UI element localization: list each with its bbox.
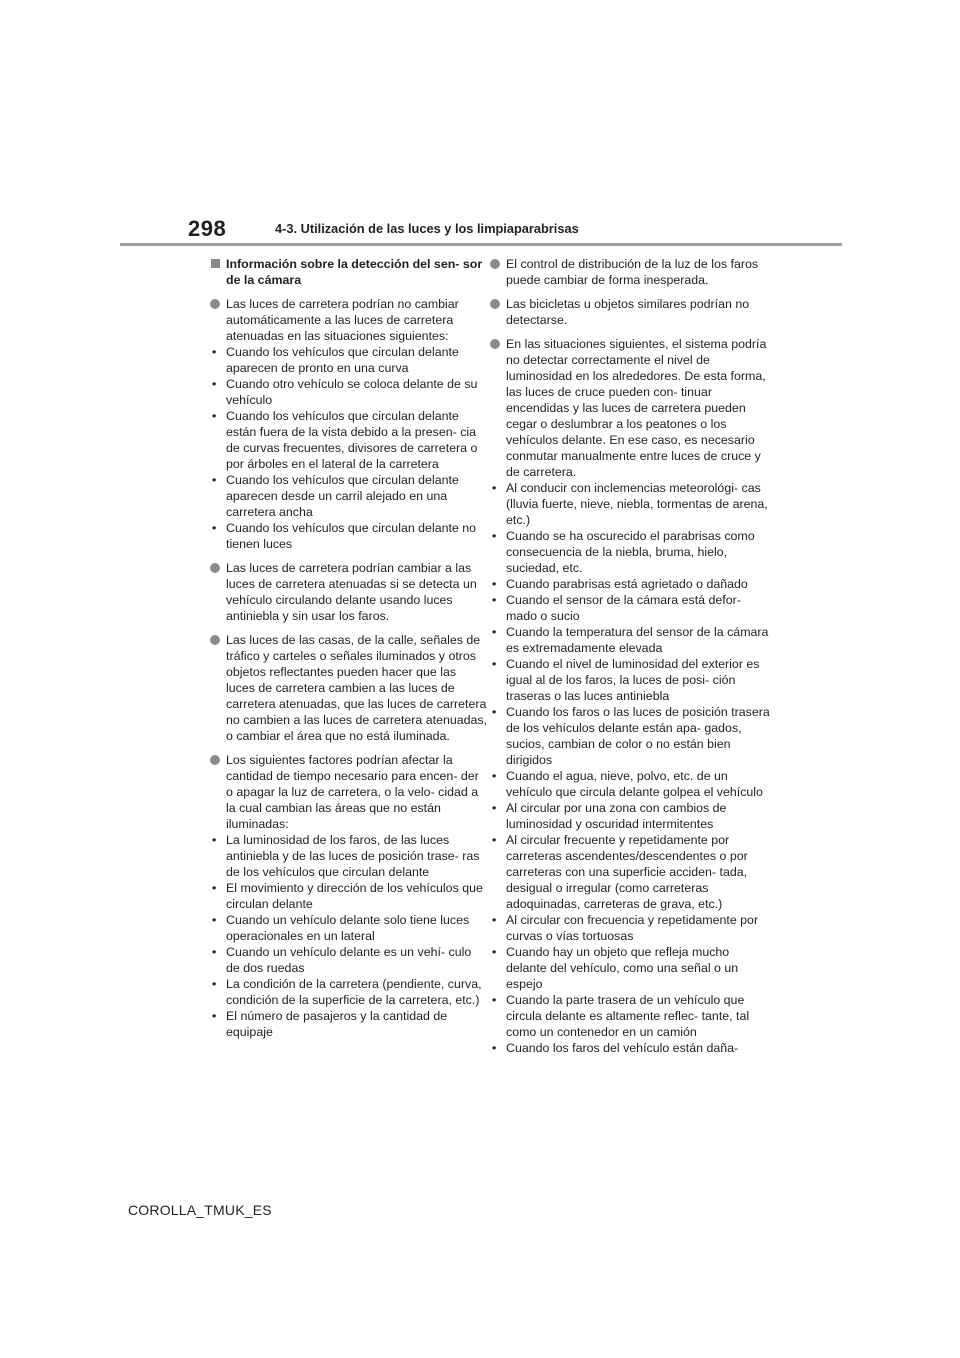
circle-bullet-icon bbox=[490, 299, 500, 309]
list-item bbox=[210, 944, 488, 976]
bullet-dot-icon: • bbox=[212, 977, 217, 991]
bullet-dot-icon: • bbox=[212, 913, 217, 927]
paragraph-block bbox=[490, 336, 770, 1056]
list-item-text: El número de pasajeros y la cantidad de equipaje bbox=[226, 1009, 448, 1039]
paragraph-block bbox=[490, 296, 770, 328]
bullet-dot-icon: • bbox=[212, 1009, 217, 1023]
footer-model-code: COROLLA_TMUK_ES bbox=[128, 1202, 272, 1218]
list-item bbox=[490, 800, 770, 832]
list-item-text: Cuando un vehículo delante es un vehí- culo de dos ruedas bbox=[226, 945, 472, 975]
list-item-text: Cuando un vehículo delante solo tiene luces operacionales en un lateral bbox=[226, 913, 470, 943]
left-column bbox=[210, 256, 488, 1048]
list-item bbox=[210, 520, 488, 552]
list-item bbox=[490, 1040, 770, 1056]
bullet-dot-icon: • bbox=[212, 473, 217, 487]
list-item bbox=[210, 472, 488, 520]
paragraph-block bbox=[490, 256, 770, 288]
circle-bullet-icon bbox=[490, 339, 500, 349]
page-number: 298 bbox=[188, 216, 227, 241]
list-item bbox=[210, 1008, 488, 1040]
bullet-list bbox=[492, 480, 770, 1056]
list-item bbox=[490, 528, 770, 576]
paragraph-block bbox=[210, 752, 488, 1040]
list-item bbox=[490, 656, 770, 704]
right-column bbox=[490, 256, 770, 1064]
circle-bullet-icon bbox=[210, 299, 220, 309]
list-item bbox=[210, 976, 488, 1008]
subheading bbox=[210, 256, 488, 288]
list-item bbox=[490, 944, 770, 992]
bullet-dot-icon: • bbox=[492, 625, 497, 639]
bullet-list bbox=[212, 344, 488, 552]
bullet-dot-icon: • bbox=[492, 945, 497, 959]
paragraph-block bbox=[210, 296, 488, 552]
bullet-dot-icon: • bbox=[212, 833, 217, 847]
bullet-dot-icon: • bbox=[212, 345, 217, 359]
bullet-dot-icon: • bbox=[492, 1041, 497, 1055]
list-item-text: Cuando los vehículos que circulan delante no tienen luces bbox=[226, 521, 477, 551]
list-item-text: Cuando el agua, nieve, polvo, etc. de un vehículo que circula delante golpea el vehículo bbox=[506, 769, 763, 799]
list-item-text: La luminosidad de los faros, de las luces antiniebla y de las luces de posición trase- ras de los vehículos que circulan delante bbox=[226, 833, 480, 879]
bullet-dot-icon: • bbox=[492, 769, 497, 783]
bullet-dot-icon: • bbox=[212, 377, 217, 391]
section-title: 4-3. Utilización de las luces y los limpiaparabrisas bbox=[275, 221, 579, 236]
list-item bbox=[490, 832, 770, 912]
bullet-dot-icon: • bbox=[212, 521, 217, 535]
paragraph-block bbox=[210, 560, 488, 624]
list-item bbox=[210, 880, 488, 912]
list-item bbox=[490, 480, 770, 528]
list-item bbox=[210, 912, 488, 944]
list-item-text: Cuando los vehículos que circulan delante aparecen de pronto en una curva bbox=[226, 345, 459, 375]
list-item-text: Al circular con frecuencia y repetidamente por curvas o vías tortuosas bbox=[506, 913, 759, 943]
list-item bbox=[490, 624, 770, 656]
list-item bbox=[490, 768, 770, 800]
bullet-list bbox=[212, 832, 488, 1040]
list-item-text: Cuando el nivel de luminosidad del exterior es igual al de los faros, la luces de posi- ción traseras o las luces antiniebla bbox=[506, 657, 760, 703]
bullet-dot-icon: • bbox=[492, 577, 497, 591]
bullet-dot-icon: • bbox=[492, 657, 497, 671]
paragraph-text: En las situaciones siguientes, el sistema podría no detectar correctamente el nivel de luminosidad en los alrededores. De esta forma, las luces de cruce pueden con- tinuar encendidas y las luces de carretera pueden cegar o deslumbrar a los peatones o los vehículos delante. En ese caso, es necesario conmutar manualmente entre luces de cruce y de carretera. bbox=[506, 337, 767, 479]
circle-bullet-icon bbox=[210, 755, 220, 765]
list-item-text: Al conducir con inclemencias meteorológi- cas (lluvia fuerte, nieve, niebla, tormentas de arena, etc.) bbox=[506, 481, 768, 527]
bullet-dot-icon: • bbox=[212, 945, 217, 959]
list-item-text: Cuando los faros del vehículo están daña- bbox=[506, 1041, 739, 1055]
list-item bbox=[210, 832, 488, 880]
paragraph-text: El control de distribución de la luz de los faros puede cambiar de forma inesperada. bbox=[506, 257, 759, 287]
bullet-dot-icon: • bbox=[492, 913, 497, 927]
list-item bbox=[210, 408, 488, 472]
bullet-dot-icon: • bbox=[492, 833, 497, 847]
circle-bullet-icon bbox=[490, 259, 500, 269]
circle-bullet-icon bbox=[210, 563, 220, 573]
list-item-text: Cuando los vehículos que circulan delante están fuera de la vista debido a la presen- cia de curvas frecuentes, divisores de carretera o por árboles en el lateral de la carretera bbox=[226, 409, 478, 471]
bullet-dot-icon: • bbox=[492, 993, 497, 1007]
paragraph-text: Las luces de carretera podrían cambiar a las luces de carretera atenuadas si se detecta un vehículo circulando delante usando luces antiniebla y sin usar los faros. bbox=[226, 561, 477, 623]
paragraph-text: Las bicicletas u objetos similares podrían no detectarse. bbox=[506, 297, 750, 327]
bullet-dot-icon: • bbox=[492, 529, 497, 543]
subheading-text: Información sobre la detección del sen- sor de la cámara bbox=[226, 257, 483, 287]
list-item-text: Cuando parabrisas está agrietado o dañado bbox=[506, 577, 748, 591]
bullet-dot-icon: • bbox=[492, 801, 497, 815]
list-item bbox=[490, 912, 770, 944]
list-item-text: Cuando hay un objeto que refleja mucho delante del vehículo, como una señal o un espejo bbox=[506, 945, 739, 991]
list-item bbox=[210, 376, 488, 408]
square-bullet-icon bbox=[211, 259, 220, 268]
list-item-text: Al circular frecuente y repetidamente por carreteras ascendentes/descendentes o por carreteras con una superficie acciden- tada, desigual o irregular (como carreteras adoquinadas, carreteras de grava, etc.) bbox=[506, 833, 748, 911]
list-item-text: Cuando se ha oscurecido el parabrisas como consecuencia de la niebla, bruma, hielo, suciedad, etc. bbox=[506, 529, 755, 575]
paragraph-text: Las luces de carretera podrían no cambiar automáticamente a las luces de carretera atenuadas en las situaciones siguientes: bbox=[226, 297, 459, 343]
list-item-text: La condición de la carretera (pendiente, curva, condición de la superficie de la carretera, etc.) bbox=[226, 977, 482, 1007]
list-item-text: Cuando los vehículos que circulan delante aparecen desde un carril alejado en una carretera ancha bbox=[226, 473, 459, 519]
list-item-text: Cuando otro vehículo se coloca delante de su vehículo bbox=[226, 377, 478, 407]
list-item-text: Al circular por una zona con cambios de luminosidad y oscuridad intermitentes bbox=[506, 801, 727, 831]
list-item bbox=[490, 576, 770, 592]
list-item-text: Cuando la parte trasera de un vehículo que circula delante es altamente reflec- tante, tal como un contenedor en un camión bbox=[506, 993, 750, 1039]
bullet-dot-icon: • bbox=[212, 881, 217, 895]
paragraph-text: Los siguientes factores podrían afectar la cantidad de tiempo necesario para encen- der o apagar la luz de carretera, o la velo- cidad a la cual cambian las áreas que no están iluminadas: bbox=[226, 753, 479, 831]
bullet-dot-icon: • bbox=[212, 409, 217, 423]
paragraph-text: Las luces de las casas, de la calle, señales de tráfico y carteles o señales iluminados y otros objetos reflectantes pueden hacer que las luces de carretera cambien a las luces de carretera atenuadas, que las luces de carretera no cambien a las luces de carretera atenuadas, o cambiar el área que no está iluminada. bbox=[226, 633, 488, 743]
circle-bullet-icon bbox=[210, 635, 220, 645]
list-item bbox=[490, 704, 770, 768]
bullet-dot-icon: • bbox=[492, 705, 497, 719]
paragraph-block bbox=[210, 632, 488, 744]
list-item bbox=[490, 992, 770, 1040]
list-item-text: Cuando el sensor de la cámara está defor- mado o sucio bbox=[506, 593, 741, 623]
list-item-text: Cuando los faros o las luces de posición trasera de los vehículos delante están apa- gados, sucios, cambian de color o no están bien dirigidos bbox=[506, 705, 770, 767]
list-item-text: Cuando la temperatura del sensor de la cámara es extremadamente elevada bbox=[506, 625, 769, 655]
bullet-dot-icon: • bbox=[492, 481, 497, 495]
header-divider bbox=[120, 243, 842, 246]
list-item bbox=[490, 592, 770, 624]
list-item bbox=[210, 344, 488, 376]
list-item-text: El movimiento y dirección de los vehículos que circulan delante bbox=[226, 881, 483, 911]
bullet-dot-icon: • bbox=[492, 593, 497, 607]
